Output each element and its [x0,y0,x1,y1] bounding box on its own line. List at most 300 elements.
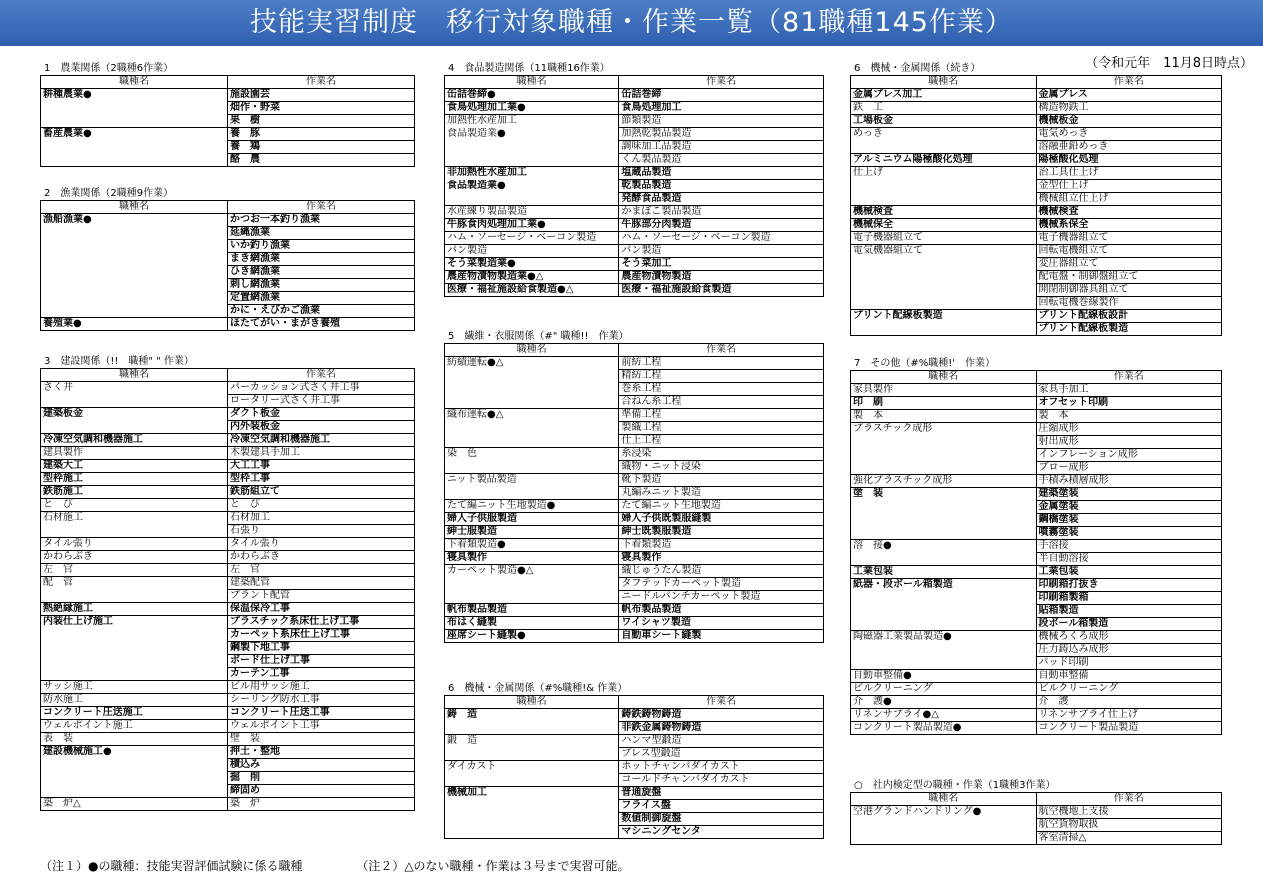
job-table [40,368,415,811]
table-row [851,141,1222,154]
job-name: 仕上げ [851,167,1037,180]
job-name-blank [41,759,228,772]
work-name: 締固め [228,785,415,798]
work-name: 回転電機巻線製作 [1036,297,1222,310]
work-name: カーペット系床仕上げ工事 [228,629,415,642]
job-name: 座席シート縫製● [445,630,619,643]
job-name-blank [41,655,228,668]
table-row [851,154,1222,167]
table-row [851,258,1222,271]
job-name: ダイカスト [445,761,619,774]
job-name-blank [445,370,619,383]
job-name: 内装仕上げ施工 [41,616,228,629]
work-name: オフセット印刷 [1036,397,1222,410]
work-name: 掘 削 [228,772,415,785]
job-name: 強化プラスチック成形 [851,475,1037,488]
work-name: 医療・福祉施設給食製造 [619,284,824,297]
work-name: 機械検査 [1036,206,1222,219]
job-table [444,343,824,643]
table-row [41,141,415,154]
work-name: 客室清掃△ [1036,832,1222,845]
table-row [445,245,824,258]
table-row [445,565,824,578]
work-name: 押土・整地 [228,746,415,759]
header-work: 作業名 [619,344,824,357]
job-name: 婦人子供服製造 [445,513,619,526]
work-name: 航空機地上支援 [1036,806,1222,819]
table-row [851,566,1222,579]
job-name: 下着類製造● [445,539,619,552]
work-name: と び [228,499,415,512]
job-name-blank [851,141,1037,154]
work-name: ブロー成形 [1036,462,1222,475]
job-table [850,75,1222,336]
work-name: 工業包装 [1036,566,1222,579]
work-name: インフレーション成形 [1036,449,1222,462]
work-name: 冷凍空気調和機器施工 [228,434,415,447]
job-name-blank [851,436,1037,449]
job-name-blank [445,193,619,206]
job-name-blank [41,305,228,318]
work-name: 陽極酸化処理 [1036,154,1222,167]
table-row [41,629,415,642]
job-name-blank [851,592,1037,605]
job-table [444,75,824,297]
work-name: 製 本 [1036,410,1222,423]
work-name: 製織工程 [619,422,824,435]
header-work: 作業名 [619,696,824,709]
table-header [41,76,415,89]
work-name: ボード仕上げ工事 [228,655,415,668]
job-name: 工業包装 [851,566,1037,579]
table-row [445,709,824,722]
table-row [41,603,415,616]
job-name: 缶詰巻締● [445,89,619,102]
job-name: 養殖業● [41,318,228,331]
section-title: 1 農業関係（2職種6作業） [44,63,174,74]
job-name: アルミニウム陽極酸化処理 [851,154,1037,167]
work-name: ビル用サッシ施工 [228,681,415,694]
table-row [851,102,1222,115]
work-name: 大工工事 [228,460,415,473]
job-name-blank [445,383,619,396]
work-name: ひき網漁業 [228,266,415,279]
table-row [445,383,824,396]
job-name: 印 刷 [851,397,1037,410]
job-name-blank [41,292,228,305]
table-row [445,787,824,800]
job-name-blank [41,772,228,785]
job-name: 塗 装 [851,488,1037,501]
job-name: タイル張り [41,538,228,551]
work-name: 介 護 [1036,696,1222,709]
work-name: ロータリー式さく井工事 [228,395,415,408]
header-job: 職種名 [41,201,228,214]
work-name: カーテン工事 [228,668,415,681]
table-header [445,696,824,709]
work-name: ホットチャンバダイカスト [619,761,824,774]
table-row [41,395,415,408]
job-name-blank [445,396,619,409]
work-name: 延縄漁業 [228,227,415,240]
work-name: 下着類製造 [619,539,824,552]
job-name: 家具製作 [851,384,1037,397]
work-name: 織じゅうたん製造 [619,565,824,578]
job-name: 鉄筋施工 [41,486,228,499]
table-row [445,232,824,245]
table-row [445,206,824,219]
job-name: 非加熱性水産加工 [445,167,619,180]
note-1: （注１）●の職種：技能実習評価試験に係る職種 [40,859,303,873]
table-row [445,617,824,630]
work-name: 準備工程 [619,409,824,422]
header-job: 職種名 [851,76,1037,89]
work-name: 構造物鉄工 [1036,102,1222,115]
work-name: かつお一本釣り漁業 [228,214,415,227]
job-name-blank [41,279,228,292]
table-row [41,681,415,694]
table-row [445,167,824,180]
work-name: 圧力鋳込み成形 [1036,644,1222,657]
table-row [445,487,824,500]
table-row [851,384,1222,397]
job-name-blank [41,590,228,603]
work-name: コンクリート圧送工事 [228,707,415,720]
job-name: 空港グランドハンドリング● [851,806,1037,819]
work-name: 畑作・野菜 [228,102,415,115]
job-name: ハム・ソーセージ・ベーコン製造 [445,232,619,245]
job-name: 防水施工 [41,694,228,707]
table-row [41,551,415,564]
job-name-blank [445,141,619,154]
job-table [444,695,824,839]
work-name: 寝具製作 [619,552,824,565]
work-name: 機械ろくろ成形 [1036,631,1222,644]
table-row [851,501,1222,514]
job-name: 金属プレス加工 [851,89,1037,102]
work-name: 数値制御旋盤 [619,813,824,826]
work-name: 鉄筋組立て [228,486,415,499]
table-row [851,115,1222,128]
table-row [41,473,415,486]
work-name: 調味加工品製造 [619,141,824,154]
job-name: 機械加工 [445,787,619,800]
work-name: 紳士既製服製造 [619,526,824,539]
table-row [851,462,1222,475]
work-name: ビルクリーニング [1036,683,1222,696]
job-name-blank [851,819,1037,832]
table-row [445,448,824,461]
table-row [41,382,415,395]
section-title: 4 食品製造関係（11職種16作業） [448,63,610,74]
job-name-blank [851,449,1037,462]
header-job: 職種名 [445,696,619,709]
work-name: 食鳥処理加工 [619,102,824,115]
table-row [851,128,1222,141]
job-name: 鋳 造 [445,709,619,722]
table-row [851,579,1222,592]
work-name: 半自動溶接 [1036,553,1222,566]
table-row [41,408,415,421]
table-row [41,154,415,167]
section-title: 2 漁業関係（2職種9作業） [44,188,174,199]
work-name: フライス盤 [619,800,824,813]
work-name: 機械板金 [1036,115,1222,128]
job-name-blank [445,154,619,167]
job-name-blank [851,527,1037,540]
table-header [445,76,824,89]
section-machinery [444,682,824,839]
job-name: 耕種農業● [41,89,228,102]
header-job: 職種名 [851,371,1037,384]
work-name: 前紡工程 [619,357,824,370]
job-name-blank [851,180,1037,193]
work-name: まき網漁業 [228,253,415,266]
table-row [445,128,824,141]
job-name: 鍛 造 [445,735,619,748]
job-name-blank [445,826,619,839]
job-table [40,200,415,331]
job-name-blank [851,284,1037,297]
job-name: コンクリート圧送施工 [41,707,228,720]
work-name: プラスチック系床仕上げ工事 [228,616,415,629]
job-name: 左 官 [41,564,228,577]
table-row [445,500,824,513]
job-name-blank [41,154,228,167]
job-table [850,792,1222,845]
table-row [851,297,1222,310]
job-name: 畜産農業● [41,128,228,141]
section-textile [444,330,824,643]
table-row [445,461,824,474]
work-name: シーリング防水工事 [228,694,415,707]
work-name: パッド印刷 [1036,657,1222,670]
table-row [445,630,824,643]
job-name-blank [445,422,619,435]
job-name: 自動車整備● [851,670,1037,683]
work-name: くん製品製造 [619,154,824,167]
table-row [851,670,1222,683]
job-name: 紙器・段ボール箱製造 [851,579,1037,592]
job-name: たて編ニット生地製造● [445,500,619,513]
job-name: 熱絶縁施工 [41,603,228,616]
table-row [851,514,1222,527]
job-name: 染 色 [445,448,619,461]
work-name: プラント配管 [228,590,415,603]
job-name-blank [445,487,619,500]
header-job: 職種名 [41,369,228,382]
job-table [40,75,415,167]
table-row [41,759,415,772]
job-name-blank [445,578,619,591]
job-name-blank [41,141,228,154]
work-name: かに・えびかご漁業 [228,305,415,318]
work-name: 石材加工 [228,512,415,525]
work-name: 治工具仕上げ [1036,167,1222,180]
job-name: 食鳥処理加工業● [445,102,619,115]
work-name: 圧縮成形 [1036,423,1222,436]
work-name: 開閉制御器具組立て [1036,284,1222,297]
work-name: ダクト板金 [228,408,415,421]
table-row [445,539,824,552]
work-name: パン製造 [619,245,824,258]
table-row [445,748,824,761]
work-name: 電気めっき [1036,128,1222,141]
table-row [445,115,824,128]
table-row [445,578,824,591]
as-of-date: （令和元年 11月8日時点） [1085,56,1253,71]
work-name: 変圧器組立て [1036,258,1222,271]
section-machinery-cont [850,62,1222,336]
work-name: 手溶接 [1036,540,1222,553]
job-name-blank [851,644,1037,657]
job-name: 石材施工 [41,512,228,525]
table-row [851,722,1222,735]
job-name: 加熱性水産加工 [445,115,619,128]
job-name: 寝具製作 [445,552,619,565]
job-name: ニット製品製造 [445,474,619,487]
work-name: 築 炉 [228,798,415,811]
footnotes [40,857,680,874]
job-name: そう菜製造業● [445,258,619,271]
work-name: 建築塗装 [1036,488,1222,501]
section-in-house [850,779,1222,845]
table-row [445,409,824,422]
table-row [41,214,415,227]
job-name: 建設機械施工● [41,746,228,759]
table-header [41,369,415,382]
header-work: 作業名 [228,201,415,214]
job-name-blank [445,591,619,604]
work-name: 機械組立仕上げ [1036,193,1222,206]
job-name: 配 管 [41,577,228,590]
work-name: 仕上工程 [619,435,824,448]
work-name: たて編ニット生地製造 [619,500,824,513]
table-row [445,396,824,409]
table-row [445,193,824,206]
work-name: 木製建具手加工 [228,447,415,460]
work-name: 自動車シート縫製 [619,630,824,643]
table-row [851,592,1222,605]
table-row [41,89,415,102]
table-row [445,154,824,167]
table-row [851,323,1222,336]
table-row [41,499,415,512]
job-name: ビルクリーニング [851,683,1037,696]
job-name: 鉄 工 [851,102,1037,115]
work-name: ハンマ型鍛造 [619,735,824,748]
job-name: 建具製作 [41,447,228,460]
work-name: いか釣り漁業 [228,240,415,253]
work-name: ほたてがい・まがき養殖 [228,318,415,331]
section-title: 7 その他（#%職種!' 作業） [854,358,996,369]
note-2: （注２）△のない職種・作業は３号まで実習可能。 [356,859,630,873]
work-name: コンクリート製品製造 [1036,722,1222,735]
header-work: 作業名 [1036,371,1222,384]
work-name: 射出成形 [1036,436,1222,449]
table-row [41,227,415,240]
table-row [41,785,415,798]
work-name: 回転電機組立て [1036,245,1222,258]
job-name-blank [851,832,1037,845]
table-row [445,513,824,526]
work-name: 刺し網漁業 [228,279,415,292]
job-name: 牛豚食肉処理加工業● [445,219,619,232]
job-name: 建築板金 [41,408,228,421]
table-header [851,76,1222,89]
work-name: 段ボール箱製造 [1036,618,1222,631]
work-name: 貼箱製造 [1036,605,1222,618]
table-row [445,813,824,826]
work-name: かまぼこ製品製造 [619,206,824,219]
work-name: プリント配線板製造 [1036,323,1222,336]
table-row [41,447,415,460]
table-row [851,180,1222,193]
table-row [851,475,1222,488]
table-row [445,271,824,284]
job-name-blank [41,227,228,240]
table-row [851,605,1222,618]
job-name-blank [851,297,1037,310]
table-row [41,577,415,590]
work-name: 左 官 [228,564,415,577]
table-row [445,552,824,565]
job-name: 築 炉△ [41,798,228,811]
work-name: 石張り [228,525,415,538]
work-name: 建築配管 [228,577,415,590]
job-name: 電気機器組立て [851,245,1037,258]
table-row [41,538,415,551]
work-name: 普通旋盤 [619,787,824,800]
table-row [445,102,824,115]
job-name-blank [851,193,1037,206]
job-name-blank [41,253,228,266]
job-name-blank [41,421,228,434]
job-name-blank [851,271,1037,284]
table-row [851,553,1222,566]
table-row [851,819,1222,832]
table-row [851,193,1222,206]
table-row [445,357,824,370]
job-name: プラスチック成形 [851,423,1037,436]
work-name: 航空貨物取扱 [1036,819,1222,832]
work-name: タイル張り [228,538,415,551]
work-name: 鋳鉄鋳物鋳造 [619,709,824,722]
work-name: 定置網漁業 [228,292,415,305]
job-name-blank [41,102,228,115]
table-header [41,201,415,214]
table-row [41,720,415,733]
table-header [445,344,824,357]
work-name: ウェルポイント工事 [228,720,415,733]
table-row [41,525,415,538]
work-name: 保温保冷工事 [228,603,415,616]
work-name: 家具手加工 [1036,384,1222,397]
work-name: 噴霧塗装 [1036,527,1222,540]
table-row [445,526,824,539]
table-row [851,219,1222,232]
section-title: ○ 社内検定型の職種・作業（1職種3作業） [854,780,1056,791]
job-name: 陶磁器工業製品製造● [851,631,1037,644]
table-row [851,436,1222,449]
table-row [851,631,1222,644]
job-name-blank [445,748,619,761]
job-name-blank [41,642,228,655]
job-name: コンクリート製品製造● [851,722,1037,735]
table-row [41,102,415,115]
table-row [445,284,824,297]
job-name-blank [41,115,228,128]
